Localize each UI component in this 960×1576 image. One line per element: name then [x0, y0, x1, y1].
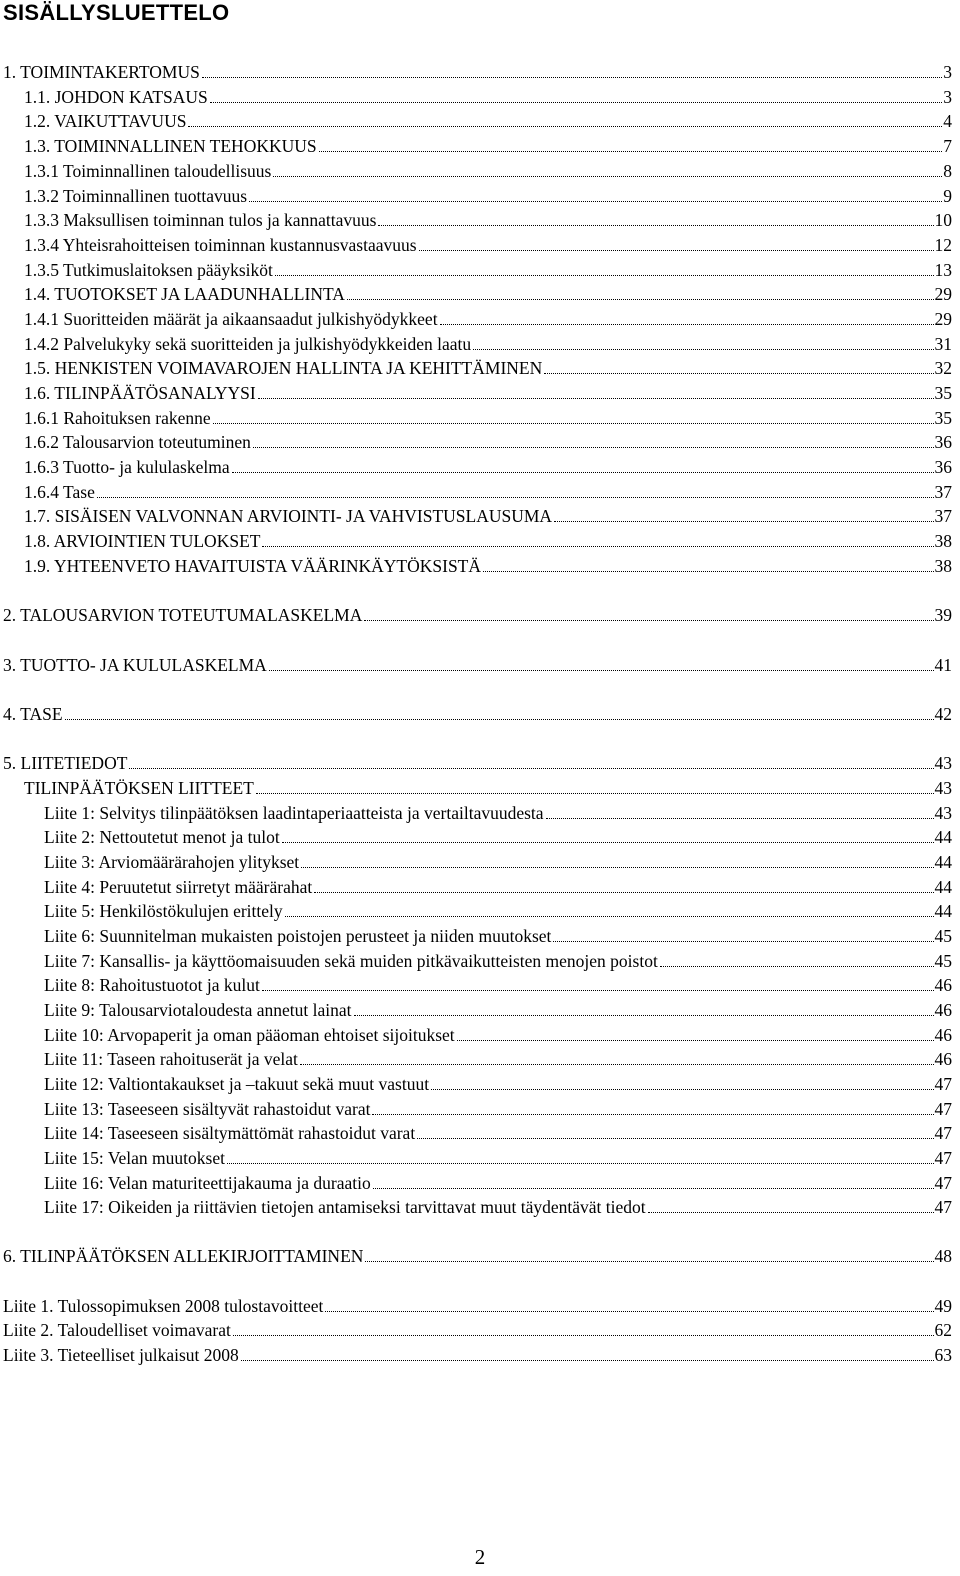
toc-entry-title: 4. TASE — [3, 704, 63, 724]
page-title: SISÄLLYSLUETTELO — [3, 0, 230, 25]
dot-leader — [301, 867, 933, 868]
toc-entry-title: Liite 7: Kansallis- ja käyttöomaisuuden sekä muiden pitkävaikutteisten menojen poistot — [44, 951, 658, 971]
dot-leader — [213, 423, 934, 424]
toc-entry-title: Liite 6: Suunnitelman mukaisten poistojen perusteet ja niiden muutokset — [44, 926, 552, 946]
toc-entry-page: 37 — [934, 482, 952, 502]
dot-leader — [546, 818, 934, 819]
toc-entry-page: 45 — [934, 926, 952, 946]
toc-entry[interactable] — [3, 58, 952, 82]
toc-entry-title: 6. TILINPÄÄTÖKSEN ALLEKIRJOITTAMINEN — [3, 1246, 364, 1266]
toc-entry-title: 5. LIITETIEDOT — [3, 753, 128, 773]
dot-leader — [253, 447, 934, 448]
toc-entry[interactable] — [24, 256, 952, 280]
toc-entry[interactable] — [3, 1292, 952, 1316]
toc-entry[interactable] — [44, 897, 952, 921]
page-number: 2 — [474, 1545, 486, 1569]
toc-entry-title: Liite 15: Velan muutokset — [44, 1148, 225, 1168]
toc-entry-title: Liite 5: Henkilöstökulujen erittely — [44, 901, 283, 921]
toc-entry-page: 43 — [934, 803, 952, 823]
dot-leader — [544, 373, 933, 374]
toc-entry[interactable] — [24, 107, 952, 131]
dot-leader — [648, 1212, 934, 1213]
dot-leader — [232, 472, 934, 473]
dot-leader — [354, 1015, 934, 1016]
toc-entry-page: 29 — [934, 309, 952, 329]
toc-entry-page: 9 — [943, 186, 952, 206]
dot-leader — [269, 670, 934, 671]
toc-entry-page: 44 — [934, 827, 952, 847]
dot-leader — [483, 571, 934, 572]
toc-entry[interactable] — [24, 502, 952, 526]
toc-entry[interactable] — [44, 1193, 952, 1217]
dot-leader — [364, 620, 933, 621]
toc-entry[interactable] — [24, 404, 952, 428]
toc-entry-page: 31 — [934, 334, 952, 354]
toc-entry[interactable] — [44, 823, 952, 847]
toc-entry[interactable] — [24, 157, 952, 181]
dot-leader — [233, 1335, 934, 1336]
toc-entry[interactable] — [3, 1341, 952, 1365]
toc-entry-title: Liite 2: Nettoutetut menot ja tulot — [44, 827, 280, 847]
toc-entry-title: 1.6.2 Talousarvion toteutuminen — [24, 432, 251, 452]
dot-leader — [660, 966, 934, 967]
toc-entry[interactable] — [44, 1119, 952, 1143]
toc-entry-title: 1.6.1 Rahoituksen rakenne — [24, 408, 211, 428]
dot-leader — [440, 324, 934, 325]
toc-entry[interactable] — [24, 428, 952, 452]
toc-entry-page: 7 — [943, 136, 952, 156]
toc-entry-title: Liite 14: Taseeseen sisältymättömät rahastoidut varat — [44, 1123, 416, 1143]
toc-entry-title: 1.3.2 Toiminnallinen tuottavuus — [24, 186, 248, 206]
toc-entry-page: 35 — [934, 383, 952, 403]
dot-leader — [262, 546, 933, 547]
toc-entry-page: 45 — [934, 951, 952, 971]
toc-entry-page: 62 — [934, 1320, 952, 1340]
toc-entry[interactable] — [44, 1021, 952, 1045]
toc-entry[interactable] — [44, 1169, 952, 1193]
toc-entry-title: TILINPÄÄTÖKSEN LIITTEET — [24, 778, 254, 798]
dot-leader — [417, 1138, 933, 1139]
toc-entry-page: 44 — [934, 877, 952, 897]
dot-leader — [256, 793, 934, 794]
dot-leader — [553, 941, 933, 942]
toc-entry[interactable] — [24, 182, 952, 206]
toc-entry-title: Liite 17: Oikeiden ja riittävien tietojen antamiseksi tarvittavat muut täydentävät tiedot — [44, 1197, 646, 1217]
toc-entry-title: 1. TOIMINTAKERTOMUS — [3, 62, 200, 82]
dot-leader — [241, 1360, 934, 1361]
toc-entry-title: 1.8. ARVIOINTIEN TULOKSET — [24, 531, 261, 551]
toc-entry[interactable] — [24, 379, 952, 403]
toc-entry-page: 35 — [934, 408, 952, 428]
toc-entry-title: 1.9. YHTEENVETO HAVAITUISTA VÄÄRINKÄYTÖKSISTÄ — [24, 556, 481, 576]
toc-entry-title: Liite 16: Velan maturiteettijakauma ja duraatio — [44, 1173, 371, 1193]
toc-entry-page: 43 — [934, 778, 952, 798]
toc-entry-title: Liite 8: Rahoitustuotot ja kulut — [44, 975, 260, 995]
toc-entry-title: 3. TUOTTO- JA KULULASKELMA — [3, 655, 267, 675]
toc-entry-page: 47 — [934, 1099, 952, 1119]
dot-leader — [188, 126, 942, 127]
dot-leader — [273, 176, 942, 177]
toc-entry[interactable] — [44, 1045, 952, 1069]
toc-entry[interactable] — [44, 996, 952, 1020]
dot-leader — [285, 916, 934, 917]
toc-entry[interactable] — [3, 1316, 952, 1340]
toc-entry-title: Liite 1. Tulossopimuksen 2008 tulostavoitteet — [3, 1296, 324, 1316]
toc-entry-page: 36 — [934, 457, 952, 477]
toc-entry-title: Liite 3. Tieteelliset julkaisut 2008 — [3, 1345, 239, 1365]
toc-entry-page: 38 — [934, 531, 952, 551]
toc-entry-title: Liite 1: Selvitys tilinpäätöksen laadintaperiaatteista ja vertailtavuudesta — [44, 803, 544, 823]
toc-entry-page: 3 — [943, 87, 952, 107]
dot-leader — [262, 990, 934, 991]
dot-leader — [202, 77, 942, 78]
toc-entry-title: 1.6.4 Tase — [24, 482, 95, 502]
toc-entry[interactable] — [44, 922, 952, 946]
dot-leader — [431, 1089, 933, 1090]
toc-entry-title: 1.6. TILINPÄÄTÖSANALYYSI — [24, 383, 256, 403]
toc-entry-title: 1.7. SISÄISEN VALVONNAN ARVIOINTI- JA VAHVISTUSLAUSUMA — [24, 506, 553, 526]
toc-entry-title: 1.3.1 Toiminnallinen taloudellisuus — [24, 161, 272, 181]
dot-leader — [372, 1114, 933, 1115]
dot-leader — [249, 201, 942, 202]
dot-leader — [210, 102, 942, 103]
toc-entry[interactable] — [44, 971, 952, 995]
toc-entry[interactable] — [44, 799, 952, 823]
toc-entry-title: Liite 13: Taseeseen sisältyvät rahastoidut varat — [44, 1099, 371, 1119]
dot-leader — [97, 497, 934, 498]
toc-entry-page: 4 — [943, 111, 952, 131]
toc-entry[interactable] — [44, 1144, 952, 1168]
toc-entry-page: 46 — [934, 1000, 952, 1020]
toc-entry[interactable] — [24, 132, 952, 156]
toc-entry[interactable] — [3, 1242, 952, 1266]
toc-entry-page: 46 — [934, 1025, 952, 1045]
dot-leader — [282, 842, 934, 843]
dot-leader — [554, 521, 933, 522]
toc-entry-page: 42 — [934, 704, 952, 724]
dot-leader — [314, 892, 933, 893]
toc-entry[interactable] — [3, 700, 952, 724]
toc-entry-page: 41 — [934, 655, 952, 675]
toc-entry-title: 1.3.3 Maksullisen toiminnan tulos ja kannattavuus — [24, 210, 377, 230]
toc-entry-title: 1.4. TUOTOKSET JA LAADUNHALLINTA — [24, 284, 345, 304]
toc-entry[interactable] — [3, 601, 952, 625]
toc-entry-page: 3 — [943, 62, 952, 82]
dot-leader — [457, 1040, 934, 1041]
toc-entry[interactable] — [3, 651, 952, 675]
toc-entry-page: 63 — [934, 1345, 952, 1365]
dot-leader — [65, 719, 934, 720]
toc-entry-page: 44 — [934, 852, 952, 872]
toc-entry-page: 10 — [934, 210, 952, 230]
toc-entry-title: 1.4.1 Suoritteiden määrät ja aikaansaadut julkishyödykkeet — [24, 309, 438, 329]
dot-leader — [325, 1311, 933, 1312]
toc-entry-page: 38 — [934, 556, 952, 576]
toc-entry-title: Liite 11: Taseen rahoituserät ja velat — [44, 1049, 298, 1069]
dot-leader — [365, 1261, 933, 1262]
toc-entry-title: 1.3.5 Tutkimuslaitoksen pääyksiköt — [24, 260, 273, 280]
toc-entry-title: 1.2. VAIKUTTAVUUS — [24, 111, 187, 131]
toc-entry[interactable] — [24, 552, 952, 576]
dot-leader — [473, 349, 933, 350]
toc-entry-page: 37 — [934, 506, 952, 526]
toc-entry[interactable] — [24, 83, 952, 107]
toc-entry-title: 2. TALOUSARVION TOTEUTUMALASKELMA — [3, 605, 363, 625]
toc-entry-title: 1.1. JOHDON KATSAUS — [24, 87, 208, 107]
toc-entry[interactable] — [24, 330, 952, 354]
toc-entry[interactable] — [24, 478, 952, 502]
toc-entry-title: Liite 2. Taloudelliset voimavarat — [3, 1320, 231, 1340]
toc-entry-title: 1.3. TOIMINNALLINEN TEHOKKUUS — [24, 136, 317, 156]
toc-entry-page: 29 — [934, 284, 952, 304]
dot-leader — [300, 1064, 934, 1065]
dot-leader — [347, 299, 934, 300]
toc-entry[interactable] — [3, 749, 952, 773]
toc-entry-page: 47 — [934, 1148, 952, 1168]
toc-entry-title: Liite 12: Valtiontakaukset ja –takuut sekä muut vastuut — [44, 1074, 430, 1094]
toc-entry-title: 1.3.4 Yhteisrahoitteisen toiminnan kustannusvastaavuus — [24, 235, 417, 255]
toc-entry[interactable] — [24, 280, 952, 304]
toc-entry-title: Liite 4: Peruutetut siirretyt määrärahat — [44, 877, 313, 897]
toc-entry-page: 47 — [934, 1173, 952, 1193]
toc-entry[interactable] — [44, 1095, 952, 1119]
dot-leader — [227, 1163, 934, 1164]
toc-entry-page: 48 — [934, 1246, 952, 1266]
dot-leader — [258, 398, 934, 399]
toc-entry-title: 1.5. HENKISTEN VOIMAVAROJEN HALLINTA JA KEHITTÄMINEN — [24, 358, 543, 378]
toc-entry-title: Liite 9: Talousarviotaloudesta annetut lainat — [44, 1000, 352, 1020]
toc-entry-page: 13 — [934, 260, 952, 280]
toc-entry-page: 44 — [934, 901, 952, 921]
toc-entry-page: 47 — [934, 1197, 952, 1217]
dot-leader — [419, 250, 934, 251]
toc-entry[interactable] — [24, 453, 952, 477]
toc-entry-page: 36 — [934, 432, 952, 452]
toc-entry[interactable] — [44, 947, 952, 971]
toc-entry-page: 47 — [934, 1074, 952, 1094]
toc-entry-title: 1.6.3 Tuotto- ja kululaskelma — [24, 457, 230, 477]
dot-leader — [373, 1188, 934, 1189]
toc-entry-page: 39 — [934, 605, 952, 625]
toc-entry-title: Liite 3: Arviomäärärahojen ylitykset — [44, 852, 300, 872]
toc-entry-page: 46 — [934, 975, 952, 995]
toc-entry[interactable] — [24, 206, 952, 230]
toc-entry-page: 43 — [934, 753, 952, 773]
dot-leader — [319, 151, 943, 152]
dot-leader — [129, 768, 933, 769]
toc-entry[interactable] — [24, 354, 952, 378]
toc-entry[interactable] — [44, 848, 952, 872]
toc-entry[interactable] — [44, 1070, 952, 1094]
toc-entry-page: 8 — [943, 161, 952, 181]
toc-entry-page: 49 — [934, 1296, 952, 1316]
toc-entry-title: Liite 10: Arvopaperit ja oman pääoman ehtoiset sijoitukset — [44, 1025, 455, 1045]
toc-entry-page: 12 — [934, 235, 952, 255]
toc-entry-page: 46 — [934, 1049, 952, 1069]
toc-entry-page: 47 — [934, 1123, 952, 1143]
dot-leader — [378, 225, 933, 226]
toc-entry[interactable] — [24, 305, 952, 329]
toc-entry[interactable] — [24, 774, 952, 798]
toc-entry[interactable] — [44, 873, 952, 897]
toc-entry-title: 1.4.2 Palvelukyky sekä suoritteiden ja julkishyödykkeiden laatu — [24, 334, 472, 354]
toc-entry-page: 32 — [934, 358, 952, 378]
dot-leader — [275, 275, 934, 276]
toc-entry[interactable] — [24, 527, 952, 551]
toc-entry[interactable] — [24, 231, 952, 255]
